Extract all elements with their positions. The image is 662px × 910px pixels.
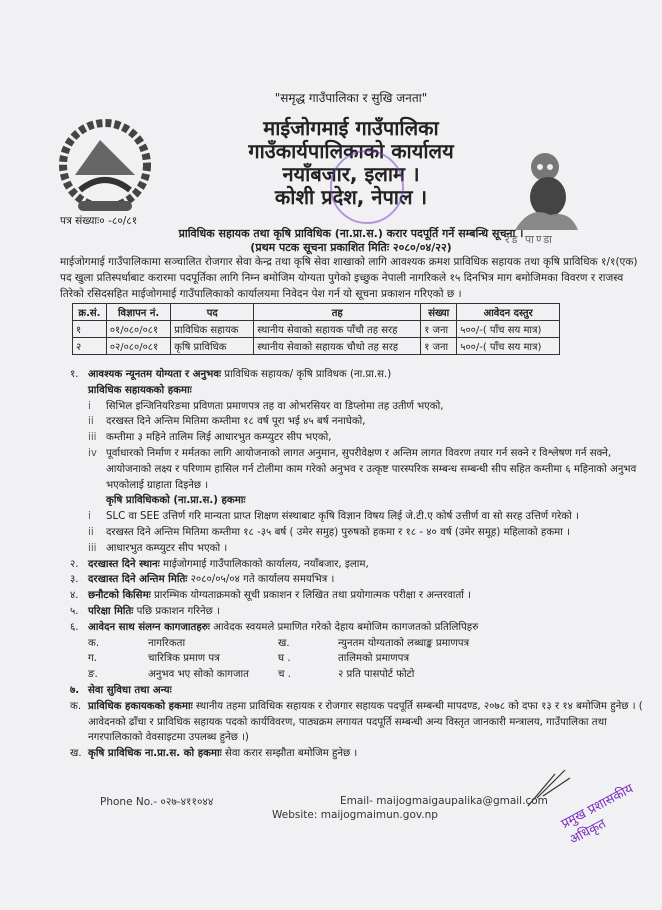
cell: प्राविधिक सहायक [171,321,254,338]
doc-name: अनुभव भए सोको कागजात [148,669,249,681]
cell: स्थानीय सेवाको सहायक चौथो तह सरह [254,338,421,355]
notice-intro: माईजोगमाई गाउँपालिकामा सञ्चालित रोजगार सेवा केन्द्र तथा कृषि सेवा शाखाको लागि आवश्यक क्रमश प्राविधिक सहायक तथा कृषि प्राविधिक १/१(एक) पद खुला प्रतिस्पर्धाबाट करारमा पदपूर्तिका लागि निम्न बमोजिम योग्यता पुगेको इच्छुक नेपाली नागरिकले १५ दिनभित्र माग बमोजिमका विवरण र राजस्व तिरेको रसिदसहित माईजोगमाई गाउँपालिकाको कार्यालयमा निवेदन पेश गर्न यो सूचना प्रकाशन गरिएको छ । [60,256,638,300]
office-title-2: गाउँकार्यपालिकाको कार्यालय [248,139,454,163]
col-ad-no: विज्ञापन नं. [106,304,170,321]
cell: ०१/०८०/०८१ [106,321,170,338]
cell: २ [73,338,107,355]
section-5 [70,604,655,620]
section-text: प्राविधिक सहायक/ कृषि प्राविधक (ना.प्रा.स.) [224,369,392,380]
document-row [70,651,655,667]
cell: ५००/-( पाँच सय मात्र) [457,338,560,355]
cell: ०२/०८०/०८१ [106,338,170,355]
section-4 [70,588,655,604]
col-count: संख्या [421,304,457,321]
cell: १ [73,321,107,338]
section-number: ५. [70,605,79,617]
section-number: ६. [70,621,79,633]
item-number: i [88,511,91,523]
list-item [70,446,655,493]
section-7 [70,683,655,699]
list-item [70,525,655,541]
office-title-3: नयाँबजार, इलाम । [282,162,420,186]
section-text: पछि प्रकाशन गरिनेछ । [136,605,220,617]
item-number: i [88,400,91,412]
office-title-1: माईजोगमाई गाउँपालिका [263,116,439,140]
item-label: प्राविधिक हकायकको हकमाः [88,700,193,712]
section-label: छनौटको किसिमः [88,590,151,602]
item-label: कृषि प्राविधिक ना.प्रा.स. को हकमाः [88,748,222,760]
item-text: कम्तीमा ३ महिने तालिम लिई आधारभुत कम्प्युटर सीप भएको, [106,432,332,444]
letter-number: पत्र संख्याः० -८०/८१ [60,215,138,227]
item-number: iii [88,432,97,444]
list-item [70,509,655,525]
section-6 [70,620,655,636]
cell: स्थानीय सेवाको सहायक पाँचौ तह सरह [254,321,421,338]
section-label: दरखास्त दिने स्थानः [88,558,160,570]
list-item [70,541,655,557]
item-number: ख. [70,748,82,760]
doc-name: तालिमको प्रमाणपत्र [338,653,410,665]
vacancy-table [72,303,560,355]
doc-letter: घ . [278,653,291,665]
col-post: पद [171,304,254,321]
item-number: क. [70,700,82,712]
document-row [70,667,655,683]
section-3 [70,572,655,588]
section-number: १. [70,369,79,380]
doc-letter: ग. [88,653,97,665]
notice-subtitle: (प्रथम पटक सूचना प्रकाशित मितिः २०८०/०४/२२) [250,241,452,254]
cell: कृषि प्राविधिक [171,338,254,355]
item-text: आधारभुत कम्प्युटर सीप भएको । [106,542,228,554]
section-7a [70,699,655,746]
item-number: iv [88,447,97,459]
slogan: "समृद्ध गाउँपालिका र सुखि जनता" [274,91,428,105]
col-sn: क्र.सं. [73,304,107,321]
list-item [70,430,655,446]
list-item [70,399,655,415]
cell: १ जना [421,321,457,338]
notice-title: प्राविधिक सहायक तथा कृषि प्राविधिक (ना.प्रा.स.) करार पदपूर्ति गर्ने सम्बन्धि सूचना । [178,227,524,240]
section-text: आवेदक स्वयमले प्रमाणित गरेको देहाय बमोजिम कागजतको प्रतिलिपिहरु [213,621,479,633]
section-text: प्रारम्भिक योग्यताक्रमको सूची प्रकाशन र लिखित तथा प्रयोगात्मक परीक्षा र अन्तरवार्ता । [153,590,471,602]
section-label: दरखास्त दिने अन्तिम मितिः [88,574,188,586]
section-2 [70,557,655,573]
section-number: २. [70,558,79,570]
item-text: सेवा करार सम्झौता बमोजिम हुनेछ । [224,748,358,760]
col-level: तह [254,304,421,321]
item-text: दरखस्त दिने अन्तिम मितिमा कम्तीमा १८ वर्ष पूरा भई ४५ बर्ष ननाघेको, [106,416,366,428]
cell: ५००/-( पाँच सय मात्र) [457,321,560,338]
cell: १ जना [421,338,457,355]
notice-body [70,367,655,762]
section-label: आवेदन साथ संलग्न कागजातहरुः [88,621,210,633]
col-fee: आवेदन दस्तुर [457,304,560,321]
document-row [70,636,655,652]
subheading-agri-technician: कृषि प्राविधिकको (ना.प्रा.स.) हकमाः [106,495,246,507]
footer-website[interactable]: Website: maijogmaimun.gov.np [272,809,438,821]
item-number: ii [88,416,94,428]
subheading-technical-assistant: प्राविधिक सहायकको हकमाः [88,384,192,396]
doc-letter: ख. [278,637,290,649]
section-text: २०८०/०५/०४ गते कार्यालय समयभित्र । [190,574,335,586]
table-header-row [73,304,560,321]
office-seal-stamp [330,150,404,224]
item-text: दरखस्त दिने अन्तिम मितिमा कम्तीमा १८ -३५ बर्ष ( उमेर समुह) पुरुषको हकमा र १८ - ४० वर्ष (उमेर समूह) महिलाको हकमा । [106,526,570,538]
doc-name: नागरिकता [148,637,186,649]
section-text: माईजोगमाई गाउँपालिकाको कार्यालय, नयाँबजार, इलाम, [162,558,369,570]
footer-phone: Phone No.- ०२७-४११०४४ [100,796,214,808]
doc-letter: क. [88,637,100,649]
section-1 [70,367,655,383]
doc-letter: ङ. [88,669,98,681]
item-text: पूर्वाधारको निर्माण र मर्मतका लागि आयोजनाको लागत अनुमान, सुपरीवेक्षण र अन्तिम लागत विवरण तयार गर्न सक्ने र विश्लेषण गर्न सक्ने, आयोजनाको लक्ष्य र परिणाम हासिल गर्न टोलीमा काम गरेको अनुभव र उत्कृष्ट पारस्परिक सम्बन्ध सम्बन्धी सीप सहित कम्तीमा ६ महिनाको अनुभव भएकोलाई ग्राहाता दिइनेछ । [106,447,637,491]
office-title-4: कोशी प्रदेश, नेपाल । [274,185,428,209]
table-row [73,321,560,338]
doc-name: न्युनतम योग्यताको लब्धाङ्क प्रमाणपत्र [338,637,470,649]
item-text: स्थानीय तहमा प्राविधिक सहायक र रोजगार सहायक पदपूर्ति सम्बन्धी मापदण्ड, २०७८ को दफा १३ र १४ बमोजिम हुनेछ । ( आवेदनको ढाँचा र प्राविधिक सहायक पदको कार्यविवरण, पाठ्यक्रम लगायत पदपूर्ति सम्बन्धी अन्य विस्तृत जानकारी मन्त्रालय, गाउँपालिका तथा नगरपालिकाको वेवसाइटमा उपलब्ध हुनेछ ।) [88,700,643,744]
list-item [70,414,655,430]
doc-name: चारित्रिक प्रमाण पत्र [148,653,220,665]
doc-name: २ प्रति पासपोर्ट फोटो [338,669,415,681]
section-number: ४. [70,590,79,602]
table-row [73,338,560,355]
section-7b [70,746,655,762]
item-text: SLC वा SEE उत्तिर्ण गरि मान्यता प्राप्त शिक्षण संस्थाबाट कृषि विज्ञान विषय लिई जे.टी.ए कोर्ष उत्तीर्ण वा सो सरह उत्तिर्ण गरेको । [106,511,579,523]
item-text: सिभिल इन्जिनियरिङमा प्रविणता प्रमाणपत्र तह वा ओभरसियर वा डिप्लोमा तह उतीर्ण भएको, [106,400,444,412]
officer-stamp: प्रमुख प्रशासकीय अधिकृत [558,781,636,848]
item-number: ii [88,526,94,538]
section-label: परिक्षा मितिः [88,605,134,617]
section-number: ३. [70,574,79,586]
footer-email[interactable]: Email- maijogmaigaupalika@gmail.com [340,795,548,807]
section-number: ७. [70,684,80,696]
item-number: iii [88,542,97,554]
emblem-caption: रेड पाण्डा [505,233,554,246]
doc-letter: च . [278,669,291,681]
section-label: आवश्यक न्यूनतम योग्यता र अनुभवः [88,369,222,380]
section-label: सेवा सुविधा तथा अन्यः [88,684,172,696]
